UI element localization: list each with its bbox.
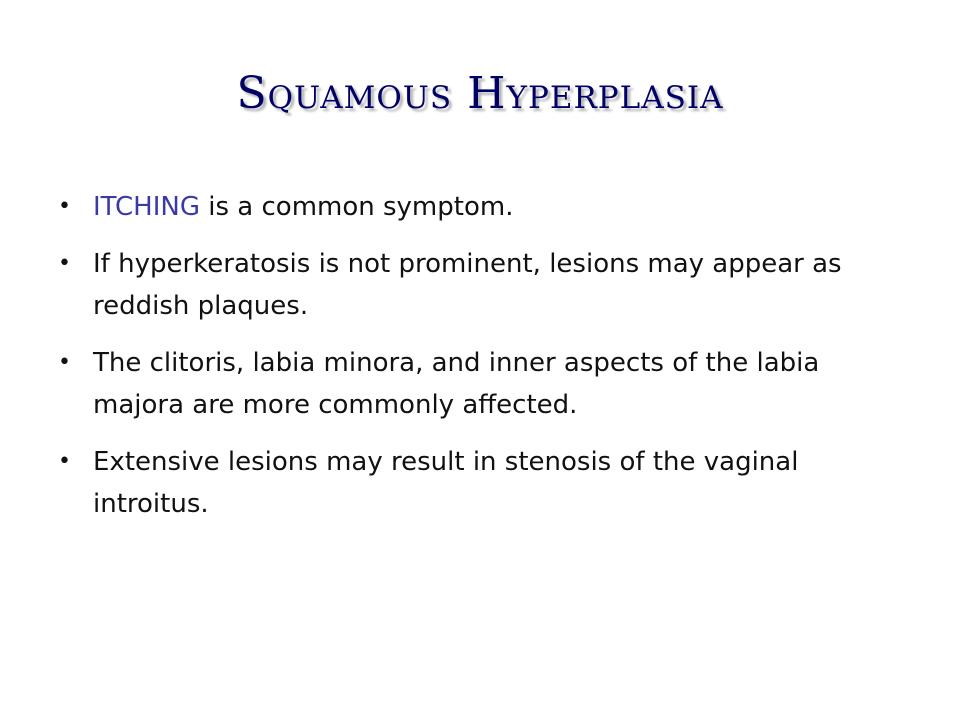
bullet-item-stenosis [58,441,898,525]
bullet-text: The clitoris, labia minora, and inner aspects of the labia majora are more commonly affected. [93,348,820,420]
bullet-item-itching [58,186,898,228]
bullet-item-hyperkeratosis [58,243,898,327]
bullet-list [58,186,898,540]
bullet-text: If hyperkeratosis is not prominent, lesions may appear as reddish plaques. [93,249,842,321]
bullet-text: Extensive lesions may result in stenosis of the vaginal introitus. [93,447,799,519]
bullet-icon: • [58,194,71,219]
bullet-keyword: ITCHING [93,192,200,222]
bullet-icon: • [58,449,71,474]
bullet-item-affected-areas [58,342,898,426]
slide-title: Squamous Hyperplasia [236,68,724,119]
bullet-icon: • [58,350,71,375]
bullet-icon: • [58,251,71,276]
bullet-text: is a common symptom. [200,192,514,222]
